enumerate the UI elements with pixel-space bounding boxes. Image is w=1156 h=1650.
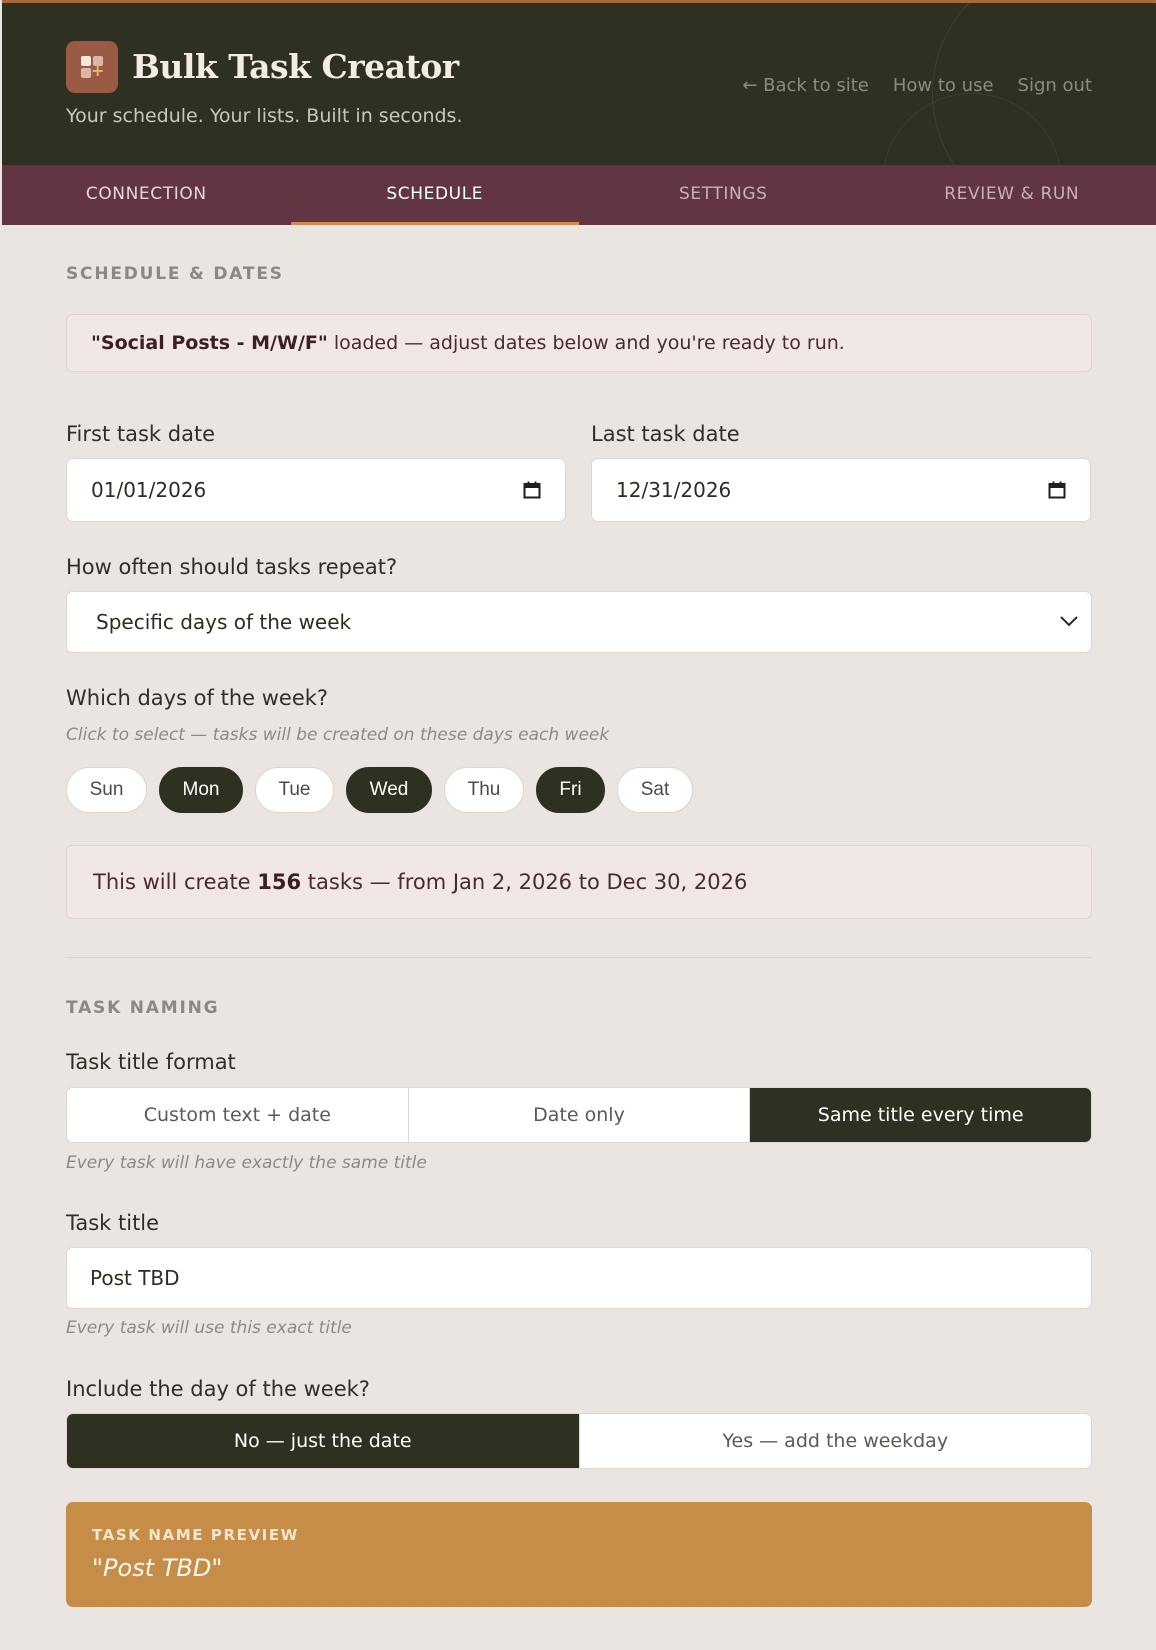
format-option-date-only[interactable]: Date only [409, 1088, 751, 1142]
task-title-label: Task title [66, 1211, 160, 1235]
day-toggle-mon[interactable]: Mon [159, 767, 243, 813]
sign-out-link[interactable]: Sign out [1017, 75, 1092, 96]
how-to-use-link[interactable]: How to use [892, 75, 994, 96]
wizard-tabs [2, 165, 1156, 225]
format-option-custom-text-date[interactable]: Custom text + date [67, 1088, 409, 1142]
first-date-label: First task date [66, 422, 216, 446]
back-to-site-link[interactable]: ← Back to site [742, 75, 869, 96]
task-title-hint: Every task will use this exact title [66, 1318, 352, 1338]
section-heading-naming: TASK NAMING [66, 998, 220, 1018]
chevron-down-icon [1059, 614, 1079, 628]
day-toggle-wed[interactable]: Wed [346, 767, 432, 813]
notice-text: loaded — adjust dates below and you're ready to run. [327, 332, 845, 354]
days-label: Which days of the week? [66, 686, 329, 710]
format-option-same-title[interactable]: Same title every time [750, 1088, 1091, 1142]
preview-value: "Post TBD" [92, 1554, 223, 1582]
day-picker [66, 767, 693, 813]
app-logo-icon: + [66, 41, 118, 93]
summary-suffix: tasks — from Jan 2, 2026 to Dec 30, 2026 [301, 870, 748, 894]
day-toggle-sat[interactable]: Sat [617, 767, 693, 813]
first-date-input[interactable] [66, 458, 566, 522]
calendar-icon[interactable] [1048, 481, 1066, 499]
last-date-label: Last task date [591, 422, 740, 446]
tab-review-run[interactable]: REVIEW & RUN [944, 184, 1080, 204]
weekday-option-yes[interactable]: Yes — add the weekday [722, 1430, 949, 1452]
repeat-select[interactable] [66, 591, 1092, 653]
section-heading-schedule: SCHEDULE & DATES [66, 264, 284, 284]
task-title-input[interactable] [66, 1247, 1092, 1309]
title-format-label: Task title format [66, 1050, 236, 1074]
app [2, 0, 1156, 1650]
tab-schedule[interactable]: SCHEDULE [291, 165, 580, 225]
day-toggle-sun[interactable]: Sun [66, 767, 147, 813]
weekday-label: Include the day of the week? [66, 1377, 370, 1401]
title-format-hint: Every task will have exactly the same title [66, 1153, 427, 1173]
title-format-toggle [66, 1087, 1092, 1143]
top-nav [742, 75, 1092, 96]
task-count: 156 [257, 870, 302, 894]
app-header [2, 0, 1156, 165]
task-title-value: Post TBD [90, 1266, 180, 1290]
section-divider [66, 957, 1092, 958]
summary-prefix: This will create [93, 870, 258, 894]
template-loaded-notice [66, 314, 1092, 372]
last-date-value: 12/31/2026 [616, 478, 732, 502]
task-name-preview [66, 1502, 1092, 1607]
days-hint: Click to select — tasks will be created on these days each week [66, 725, 610, 745]
repeat-select-value: Specific days of the week [96, 610, 352, 634]
tab-settings[interactable]: SETTINGS [679, 184, 768, 204]
last-date-input[interactable] [591, 458, 1091, 522]
day-toggle-fri[interactable]: Fri [536, 767, 605, 813]
repeat-label: How often should tasks repeat? [66, 555, 398, 579]
app-title: Bulk Task Creator [132, 47, 459, 86]
day-toggle-tue[interactable]: Tue [255, 767, 334, 813]
first-date-value: 01/01/2026 [91, 478, 207, 502]
app-tagline: Your schedule. Your lists. Built in seconds. [66, 105, 463, 127]
day-toggle-thu[interactable]: Thu [444, 767, 524, 813]
preview-label: TASK NAME PREVIEW [92, 1526, 299, 1544]
weekday-option-no[interactable]: No — just the date [67, 1414, 580, 1468]
calendar-icon[interactable] [523, 481, 541, 499]
template-name: "Social Posts - M/W/F" [91, 332, 328, 354]
tab-connection[interactable]: CONNECTION [85, 184, 207, 204]
weekday-toggle [66, 1413, 1092, 1469]
task-count-summary [66, 845, 1092, 919]
